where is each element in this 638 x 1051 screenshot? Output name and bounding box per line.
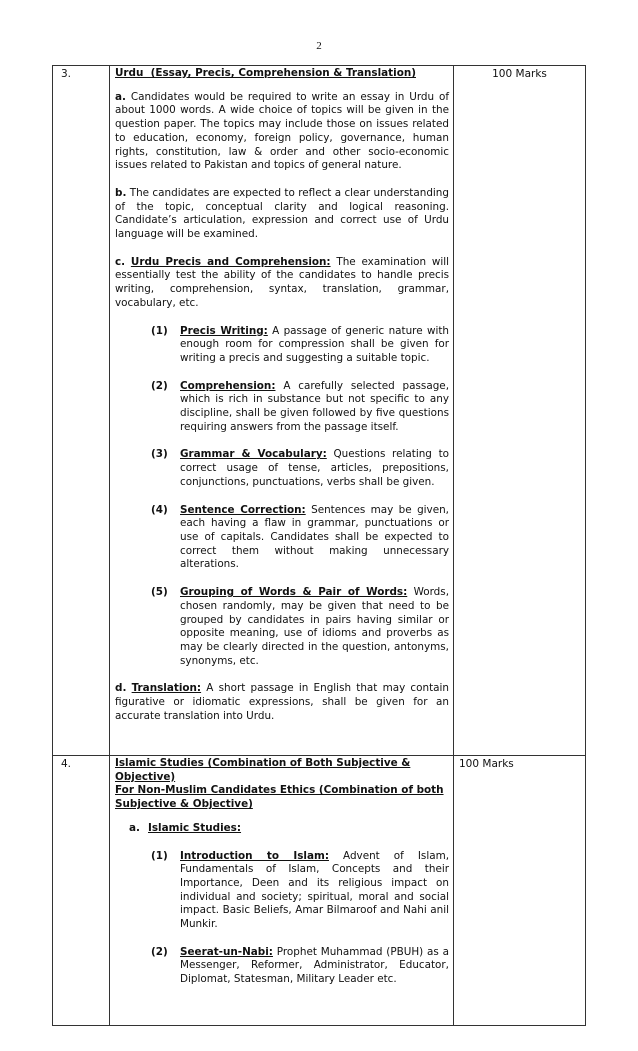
paragraph-a: a. Candidates would be required to write an essay in Urdu of about 1000 words. A wide choice of topics will be given in the question paper. The topics may include those on issues related to education, economy, foreign policy, governance, human rights, constitution, law & order and other socio-economic issues related to Pakistan and topics of general nature. [115, 90, 449, 172]
list-item: (4) Sentence Correction: Sentences may be given, each having a flaw in grammar, punctuations or use of capitals. Candidates shall be expected to correct them without making unnecessary alterations. [151, 503, 449, 571]
row-marks: 100 Marks [454, 756, 586, 1026]
section-heading: Islamic Studies (Combination of Both Subjective & Objective) [115, 757, 411, 783]
row-content [110, 756, 454, 1026]
list-item: (5) Grouping of Words & Pair of Words: Words, chosen randomly, may be given that need to be grouped by candidates in pairs having similar or opposite meaning, use of idioms and proverbs as may be clearly directed in the question, antonyms, synonyms, etc. [151, 586, 449, 667]
section-heading: Urdu (Essay, Precis, Comprehension & Translation) [115, 67, 416, 79]
subsection-title: a. Islamic Studies: [129, 821, 242, 834]
page-number: 2 [316, 40, 322, 52]
row-number: 4. [53, 756, 110, 1026]
paragraph-d: d. Translation: A short passage in English that may contain figurative or idiomatic expressions, shall be given for an accurate translation into Urdu. [115, 682, 449, 722]
row-marks: 100 Marks [454, 66, 586, 756]
list-item: (2) Comprehension: A carefully selected passage, which is rich in substance but not specific to any discipline, shall be given followed by five questions requiring answers from the passage itself. [151, 379, 449, 433]
table-row [53, 756, 586, 1026]
list-item: (1) Introduction to Islam: Advent of Islam, Fundamentals of Islam, Concepts and their Importance, Deen and its religious impact on individual and society; spiritual, moral and social impact. Basic Beliefs, Amar Bilmaroof and Nahi anil Munkir. [151, 849, 449, 931]
section-subheading: For Non-Muslim Candidates Ethics (Combination of both Subjective & Objective) [115, 784, 444, 811]
list-item: (2) Seerat-un-Nabi: Prophet Muhammad (PBUH) as a Messenger, Reformer, Administrator, Educator, Diplomat, Statesman, Military Leader etc. [151, 945, 449, 986]
paragraph-c: c. Urdu Precis and Comprehension: The examination will essentially test the ability of the candidates to handle precis writing, comprehension, syntax, translation, grammar, vocabulary, etc. [115, 255, 449, 309]
list-item: (3) Grammar & Vocabulary: Questions relating to correct usage of tense, articles, prepositions, conjunctions, punctuations, verbs shall be given. [151, 448, 450, 488]
table-row [53, 66, 586, 756]
row-content [110, 66, 454, 756]
paragraph-b: b. The candidates are expected to reflect a clear understanding of the topic, conceptual clarity and logical reasoning. Candidate’s articulation, expression and correct use of Urdu language will be examined. [115, 186, 449, 241]
row-number: 3. [53, 66, 110, 756]
syllabus-table [52, 65, 586, 1026]
list-item: (1) Precis Writing: A passage of generic nature with enough room for compression shall be given for writing a precis and suggesting a suitable topic. [151, 324, 449, 364]
